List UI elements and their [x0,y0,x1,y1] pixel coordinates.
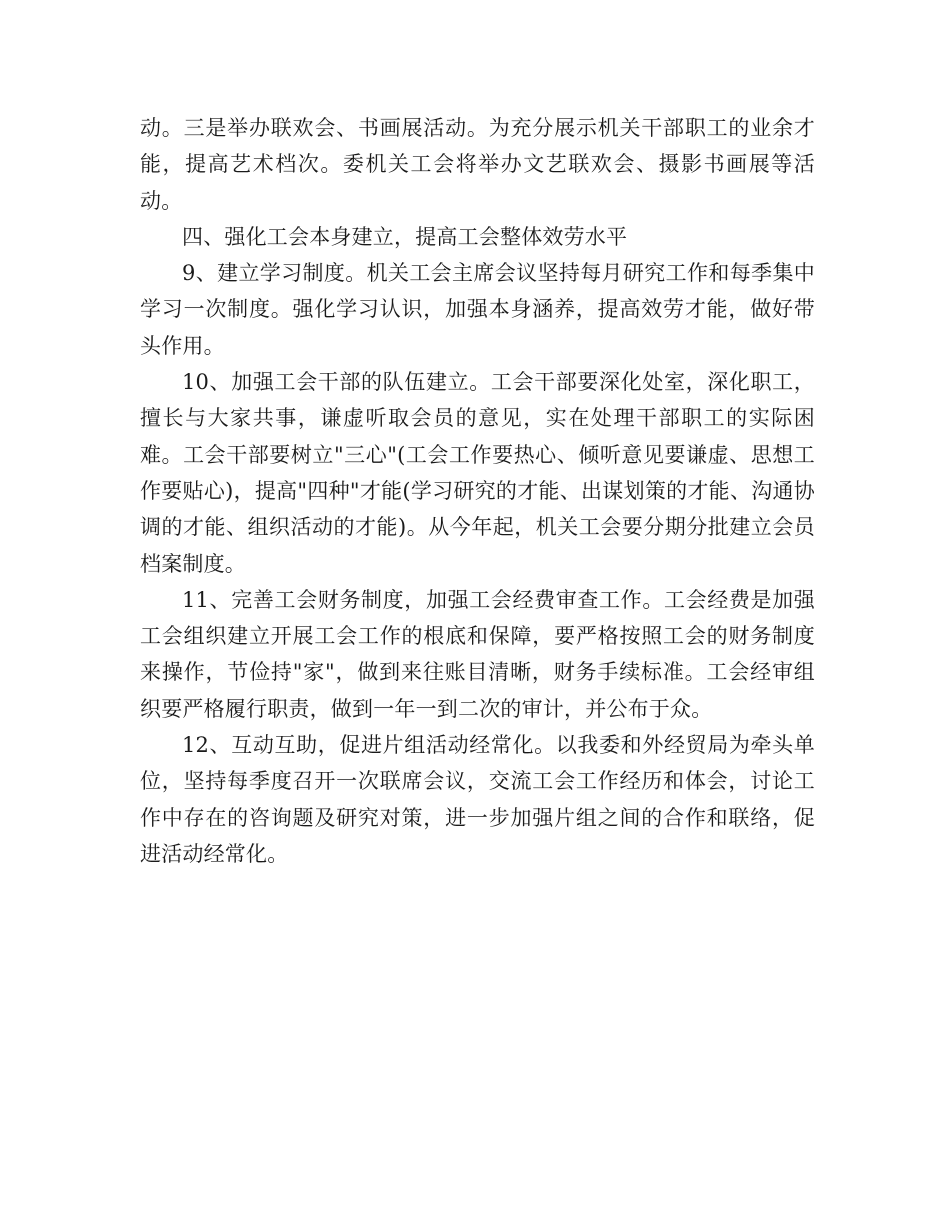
paragraph-item-11: 11、完善工会财务制度，加强工会经费审查工作。工会经费是加强工会组织建立开展工会工作的根底和保障，要严格按照工会的财务制度来操作，节俭持"家"，做到来往账目清晰，财务手续标准。工会经审组织要严格履行职责，做到一年一到二次的审计，并公布于众。 [140,587,815,721]
document-body [140,110,815,872]
paragraph-item-10: 10、加强工会干部的队伍建立。工会干部要深化处室，深化职工，擅长与大家共事，谦虚听取会员的意见，实在处理干部职工的实际困难。工会干部要树立"三心"(工会工作要热心、倾听意见要谦虚、思想工作要贴心)，提高"四种"才能(学习研究的才能、出谋划策的才能、沟通协调的才能、组织活动的才能)。从今年起，机关工会要分期分批建立会员档案制度。 [140,370,815,576]
section-heading-4: 四、强化工会本身建立，提高工会整体效劳水平 [182,224,628,249]
paragraph-item-12: 12、互动互助，促进片组活动经常化。以我委和外经贸局为牵头单位，坚持每季度召开一次联席会议，交流工会工作经历和体会，讨论工作中存在的咨询题及研究对策，进一步加强片组之间的合作和联络，促进活动经常化。 [140,733,815,866]
paragraph-item-9: 9、建立学习制度。机关工会主席会议坚持每月研究工作和每季集中学习一次制度。强化学习认识，加强本身涵养，提高效劳才能，做好带头作用。 [140,261,815,358]
paragraph-continuation: 动。三是举办联欢会、书画展活动。为充分展示机关干部职工的业余才能，提高艺术档次。委机关工会将举办文艺联欢会、摄影书画展等活动。 [140,116,815,213]
